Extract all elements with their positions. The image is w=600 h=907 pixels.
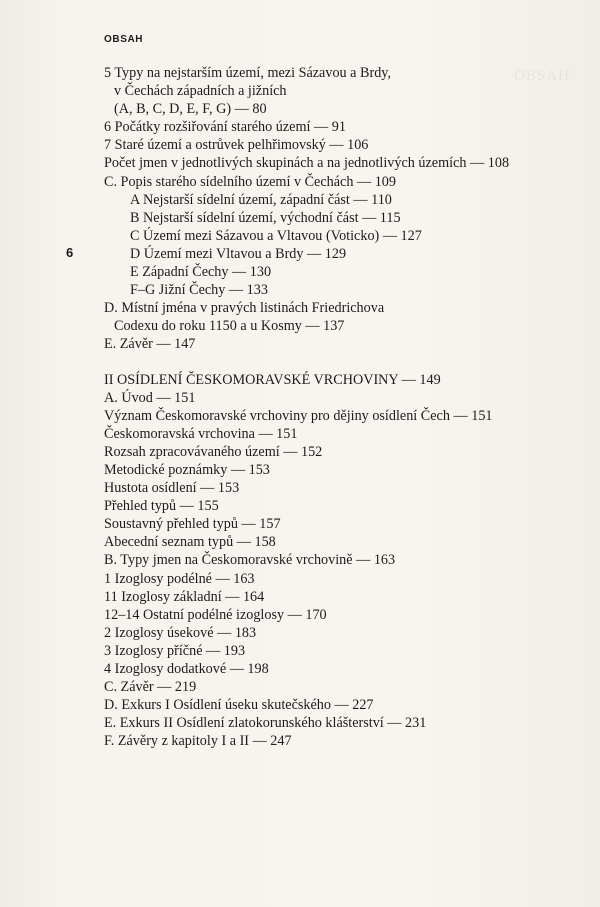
toc-entry: 2 Izoglosy úsekové — 183 [104,624,257,641]
toc-entry: 5 Typy na nejstarším území, mezi Sázavou a Brdy, [104,65,392,81]
toc-entry: F. Závěry z kapitoly I a II — 247 [104,733,292,750]
toc-entry: Abecední seznam typů — 158 [104,534,276,551]
toc-entry: 4 Izoglosy dodatkové — 198 [104,661,269,677]
show-through-title: OBSAH [514,68,570,84]
toc-entry: 12–14 Ostatní podélné izoglosy — 170 [104,606,327,623]
toc-entry: A Nejstarší sídelní území, západní část — 110 [130,191,392,208]
toc-entry: 1 Izoglosy podélné — 163 [104,570,255,587]
toc-entry: (A, B, C, D, E, F, G) — 80 [114,101,267,118]
toc-entry: B Nejstarší sídelní území, východní část — 115 [130,209,401,226]
toc-entry: 11 Izoglosy základní — 164 [104,588,265,605]
running-header: OBSAH [104,34,144,45]
toc-entry: Hustota osídlení — 153 [104,480,240,497]
table-of-contents [104,64,584,750]
toc-entry: E Západní Čechy — 130 [130,264,272,281]
toc-entry: C. Závěr — 219 [104,679,197,696]
toc-entry: B. Typy jmen na Českomoravské vrchovině — 163 [104,552,396,569]
page-number: 6 [66,245,74,260]
toc-entry: E. Závěr — 147 [104,336,196,353]
toc-entry: E. Exkurs II Osídlení zlatokorunského klášterství — 231 [104,715,427,732]
toc-entry: Počet jmen v jednotlivých skupinách a na jednotlivých územích — 108 [104,155,510,172]
toc-entry: 7 Staré území a ostrůvek pelhřimovský — 106 [104,137,369,154]
toc-entry: D. Exkurs I Osídlení úseku skutečského — 227 [104,697,374,714]
toc-entry: Přehled typů — 155 [104,498,219,515]
toc-entry: Českomoravská vrchovina — 151 [104,425,298,442]
toc-entry: D. Místní jména v pravých listinách Friedrichova [104,300,385,317]
toc-entry: 6 Počátky rozšiřování starého území — 91 [104,119,346,136]
section-gap [104,354,584,371]
toc-entry: C Území mezi Sázavou a Vltavou (Voticko) — 127 [130,227,422,244]
toc-entry: Rozsah zpracovávaného území — 152 [104,443,323,460]
toc-entry: Codexu do roku 1150 a u Kosmy — 137 [114,318,345,335]
toc-entry: II OSÍDLENÍ ČESKOMORAVSKÉ VRCHOVINY — 149 [104,371,441,388]
toc-entry: Metodické poznámky — 153 [104,461,270,478]
toc-entry: Význam Českomoravské vrchoviny pro dějiny osídlení Čech — 151 [104,407,493,424]
toc-entry: 3 Izoglosy příčné — 193 [104,642,246,659]
toc-entry: C. Popis starého sídelního území v Čechách — 109 [104,173,396,190]
toc-entry: F–G Jižní Čechy — 133 [130,282,268,299]
toc-entry: A. Úvod — 151 [104,389,196,406]
toc-entry: v Čechách západních a jižních [114,83,287,100]
toc-entry: D Území mezi Vltavou a Brdy — 129 [130,245,347,262]
toc-entry: Soustavný přehled typů — 157 [104,516,281,533]
